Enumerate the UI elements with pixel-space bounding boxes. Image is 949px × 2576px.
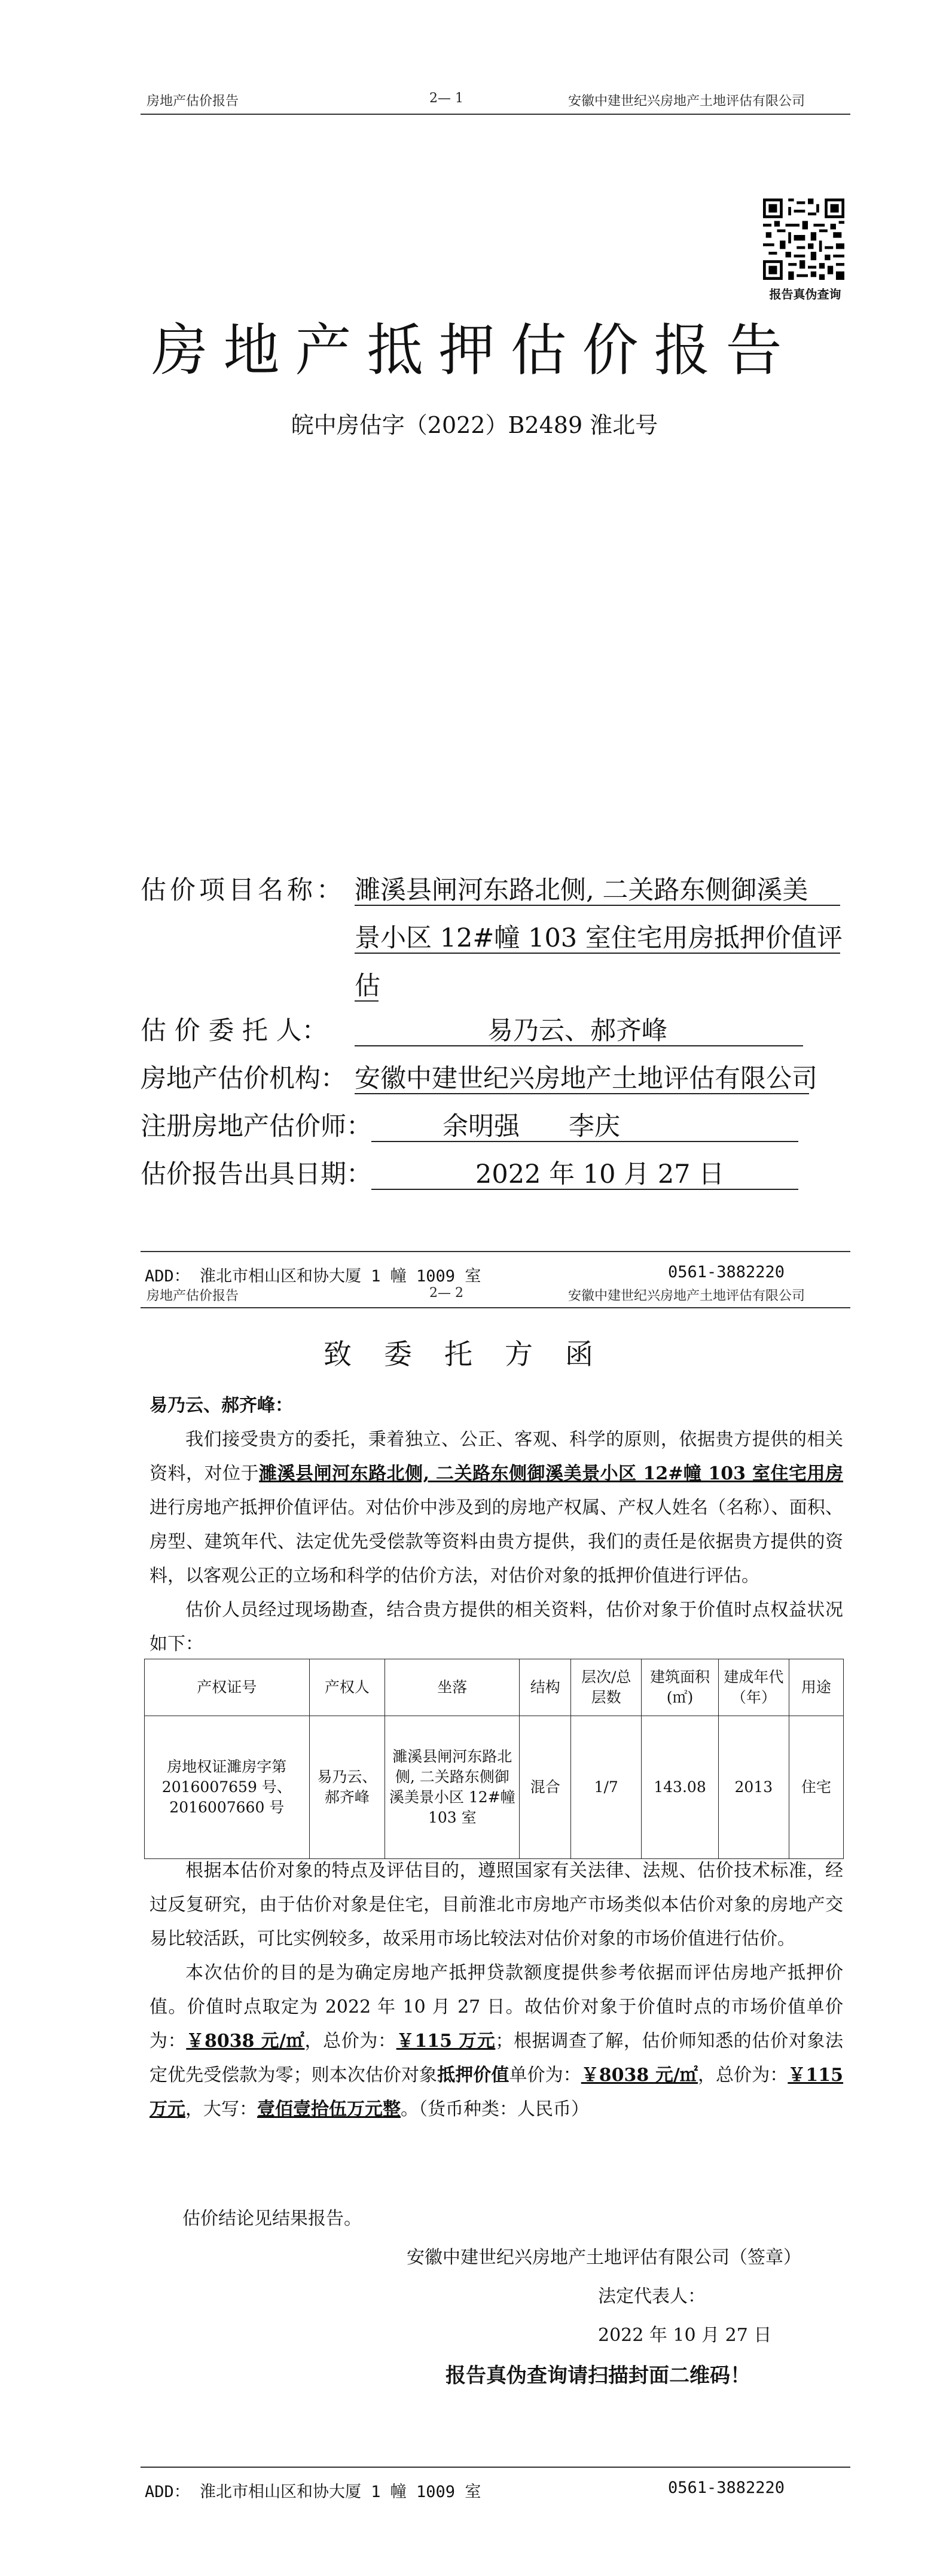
field-label-date: 估价报告出具日期： xyxy=(141,1159,372,1189)
field-label-project: 估价项目名称： xyxy=(141,875,346,905)
field-underline xyxy=(371,1141,798,1142)
letter-paragraph-1 xyxy=(149,1423,843,1593)
page2-footer-rule xyxy=(141,2467,850,2468)
field-value-agency: 安徽中建世纪兴房地产土地评估有限公司 xyxy=(355,1064,817,1094)
para1-text-c: 进行房地产抵押价值评估。对估价中涉及到的房地产权属、产权人姓名（名称）、面积、房型、建筑年代、法定优先受偿款等资料由贵方提供，我们的责任是依据贵方提供的资料，以客观公正的立场和科学的估价方法，对估价对象的抵押价值进行评估。 xyxy=(149,1497,843,1586)
para4-text-b: ，总价为： xyxy=(304,2031,396,2052)
page2-footer-address: ADD： 淮北市相山区和协大厦 1 幢 1009 室 xyxy=(145,2483,481,2501)
para4-mortgage-value-label: 抵押价值 xyxy=(437,2065,509,2086)
letter-body-top xyxy=(149,1388,843,1661)
para4-text-e: 单价为： xyxy=(509,2065,581,2086)
table-cell-year: 2013 xyxy=(718,1716,789,1859)
page1-footer-address: ADD： 淮北市相山区和协大厦 1 幢 1009 室 xyxy=(145,1267,481,1286)
field-underline xyxy=(371,1189,798,1190)
table-header-cell: 产权人 xyxy=(309,1659,385,1716)
letter-paragraph-3: 根据本估价对象的特点及评估目的，遵照国家有关法律、法规、估价技术标准，经过反复研究，由于估价对象是住宅，目前淮北市房地产市场类似本估价对象的房地产交易比较活跃，可比实例较多，故采用市场比较法对估价对象的市场价值进行估价。 xyxy=(149,1860,843,1949)
para4-text-h: 。（货币种类：人民币） xyxy=(401,2099,589,2120)
mortgage-unit-price: ￥8038 元/㎡ xyxy=(581,2065,698,2086)
field-value-appraiser: 余明强 李庆 xyxy=(443,1112,621,1142)
field-value-project-line1: 濉溪县闸河东路北侧, 二关路东侧御溪美 xyxy=(355,875,808,905)
report-doc-number: 皖中房估字（2022）B2489 淮北号 xyxy=(291,412,658,438)
letter-paragraph-2: 估价人员经过现场勘查，结合贵方提供的相关资料，估价对象于价值时点权益状况如下： xyxy=(149,1600,843,1655)
page2-header-left: 房地产估价报告 xyxy=(147,1289,239,1304)
table-cell-area: 143.08 xyxy=(642,1716,719,1859)
page1-header-page-number: 2— 1 xyxy=(429,91,463,106)
page2-footer-phone: 0561-3882220 xyxy=(668,2479,785,2497)
field-underline xyxy=(355,905,840,906)
field-value-project-line2: 景小区 12#幢 103 室住宅用房抵押价值评 xyxy=(355,923,843,953)
property-info-table xyxy=(144,1659,844,1859)
table-cell-cert-no: 房地权证濉房字第 2016007659 号、2016007660 号 xyxy=(145,1716,310,1859)
page1-footer-phone: 0561-3882220 xyxy=(668,1263,785,1281)
field-label-agency: 房地产估价机构： xyxy=(141,1064,346,1094)
page1-header-rule xyxy=(141,114,850,115)
letter-body-bottom xyxy=(149,1854,843,2126)
field-underline xyxy=(355,1045,803,1046)
table-cell-structure: 混合 xyxy=(520,1716,571,1859)
table-header-cell: 建筑面积(㎡) xyxy=(642,1659,719,1716)
page1-header-left: 房地产估价报告 xyxy=(147,94,239,109)
letter-title: 致委托方函 xyxy=(324,1338,625,1371)
para4-text-g: ，大写： xyxy=(185,2099,257,2120)
table-cell-owner: 易乃云、郝齐峰 xyxy=(309,1716,385,1859)
qr-caption: 报告真伪查询 xyxy=(769,287,841,301)
market-unit-price: ￥8038 元/㎡ xyxy=(186,2031,305,2052)
table-header-cell: 产权证号 xyxy=(145,1659,310,1716)
table-header-cell: 建成年代（年） xyxy=(718,1659,789,1716)
field-underline xyxy=(355,1093,809,1094)
page1-header-right: 安徽中建世纪兴房地产土地评估有限公司 xyxy=(568,94,805,109)
page2-header-rule xyxy=(141,1307,850,1308)
table-header-cell: 层次/总层数 xyxy=(571,1659,642,1716)
field-value-client: 易乃云、郝齐峰 xyxy=(487,1016,667,1046)
para4-text-f: ，总价为： xyxy=(697,2065,788,2086)
field-value-project-line3: 估 xyxy=(355,971,380,1001)
letter-paragraph-4 xyxy=(149,1956,843,2126)
mortgage-total-price: ￥115 万元 xyxy=(149,2065,844,2120)
mortgage-total-in-words: 壹佰壹拾伍万元整 xyxy=(257,2099,401,2120)
table-header-row xyxy=(145,1659,844,1716)
field-underline xyxy=(355,1000,379,1002)
letter-salutation: 易乃云、郝齐峰： xyxy=(149,1395,293,1416)
table-header-cell: 用途 xyxy=(789,1659,843,1716)
report-title: 房地产抵押估价报告 xyxy=(151,318,798,383)
field-label-client: 估 价 委 托 人： xyxy=(141,1016,328,1046)
para4-text-a: 本次估价的目的是为确定房地产抵押贷款额度提供参考依据而评估房地产抵押价值。价值时点取定为 2022 年 10 月 27 日。故估价对象于价值时点的市场价值单价为： xyxy=(149,1962,843,2052)
para1-text-a: 我们接受贵方的委托，秉着独立、公正、客观、科学的原则，依据贵方提供的相关资料，对位于 xyxy=(149,1429,843,1484)
table-cell-location: 濉溪县闸河东路北侧, 二关路东侧御溪美景小区 12#幢 103 室 xyxy=(385,1716,520,1859)
table-header-cell: 结构 xyxy=(520,1659,571,1716)
page2-header-right: 安徽中建世纪兴房地产土地评估有限公司 xyxy=(568,1289,805,1304)
qr-verification-notice: 报告真伪查询请扫描封面二维码！ xyxy=(445,2364,750,2388)
table-header-cell: 坐落 xyxy=(385,1659,520,1716)
page2-header-page-number: 2— 2 xyxy=(429,1286,463,1301)
qr-code-icon xyxy=(763,199,844,280)
para4-text-c: ；根据调查了解，估价师知悉的估价对象法定优先受偿款为零；则本次估价对象 xyxy=(149,2031,844,2086)
field-value-date: 2022 年 10 月 27 日 xyxy=(475,1159,725,1189)
table-cell-floor: 1/7 xyxy=(571,1716,642,1859)
company-signature: 安徽中建世纪兴房地产土地评估有限公司（签章） xyxy=(407,2247,801,2268)
market-total-price: ￥115 万元 xyxy=(396,2031,496,2052)
page1-footer-rule xyxy=(141,1251,850,1252)
field-underline xyxy=(355,953,840,954)
table-row xyxy=(145,1716,844,1859)
table-cell-usage: 住宅 xyxy=(789,1716,843,1859)
field-label-appraiser: 注册房地产估价师： xyxy=(141,1112,372,1142)
legal-representative: 法定代表人： xyxy=(598,2286,706,2307)
para1-property-address: 濉溪县闸河东路北侧, 二关路东侧御溪美景小区 12#幢 103 室住宅用房 xyxy=(259,1463,843,1484)
signature-date: 2022 年 10 月 27 日 xyxy=(598,2325,772,2346)
conclusion-note: 估价结论见结果报告。 xyxy=(182,2208,362,2229)
